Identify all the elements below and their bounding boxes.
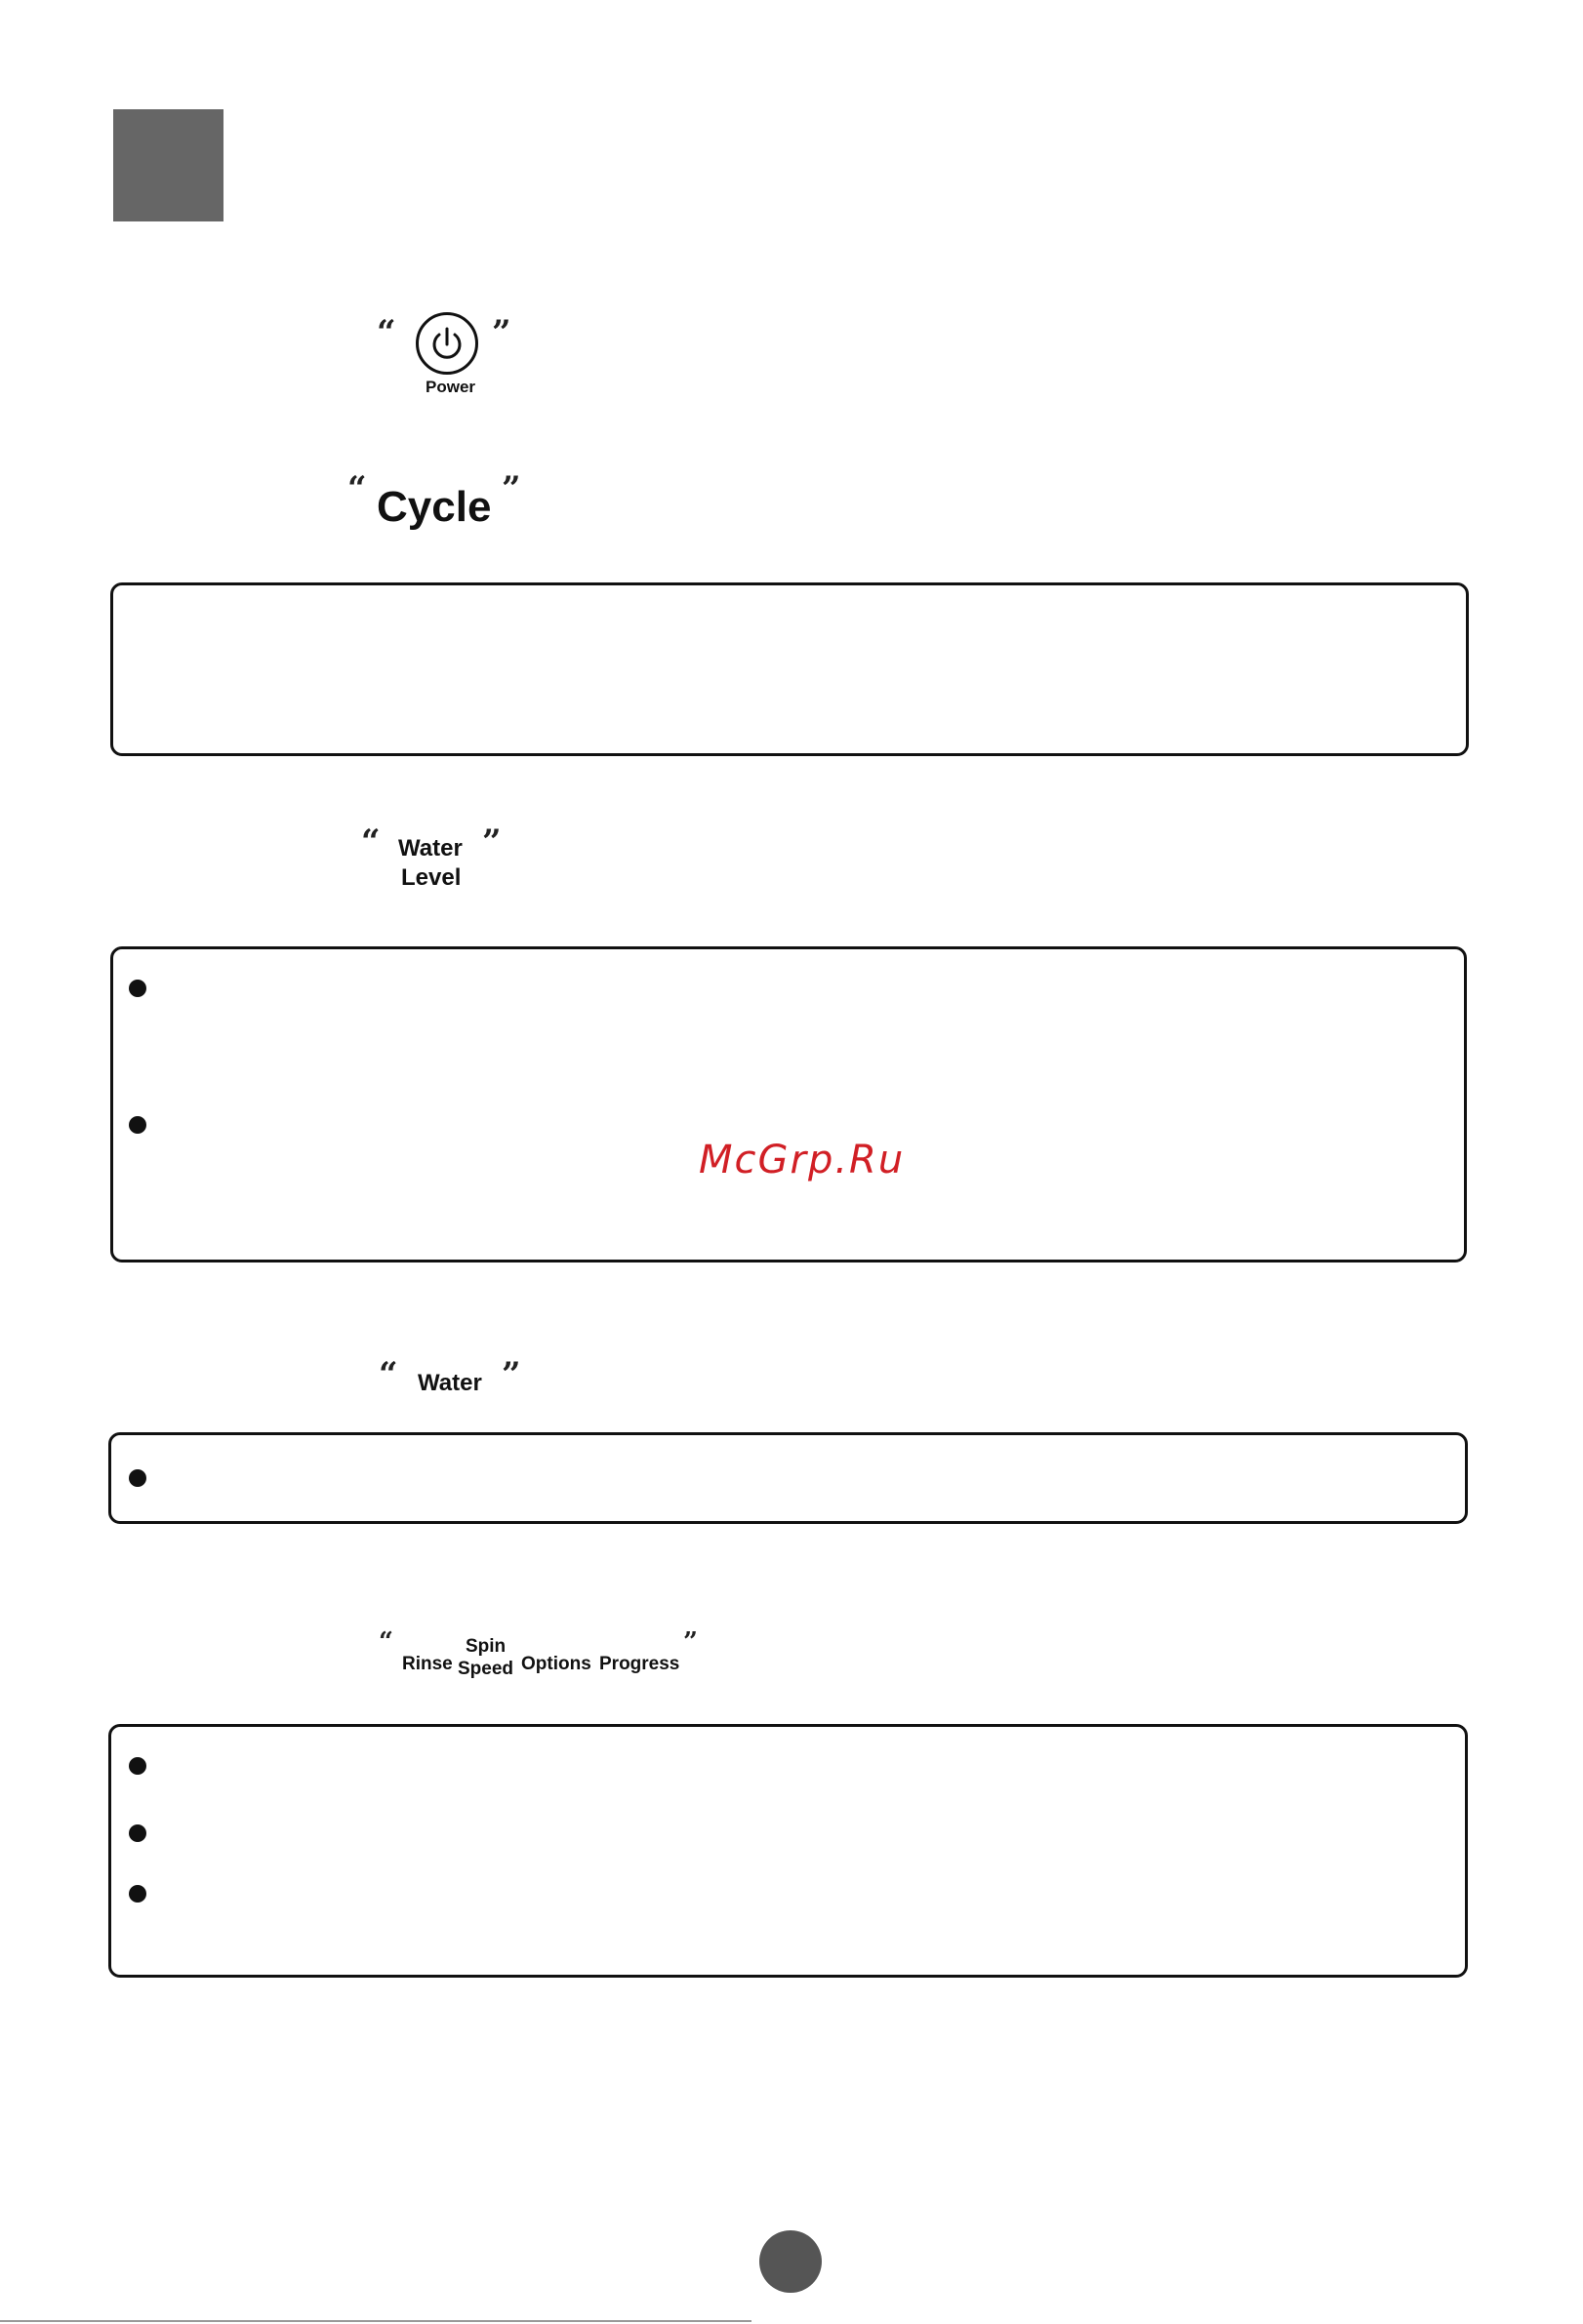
section-number-block [113, 109, 223, 221]
watermark-text: McGrp.Ru [699, 1138, 906, 1182]
close-quote: ” [502, 1355, 521, 1394]
open-quote: “ [379, 1355, 398, 1394]
power-caption: Power [426, 378, 476, 396]
spin-speed-label-line1: Spin [466, 1636, 507, 1657]
bullet [129, 1116, 146, 1134]
bottom-edge-line [0, 2320, 751, 2322]
spin-speed-label-line2: Speed [458, 1659, 514, 1679]
open-quote: “ [379, 1627, 393, 1657]
power-button-icon [416, 312, 478, 375]
page-number-circle [759, 2230, 822, 2293]
close-quote: ” [502, 469, 521, 508]
water-level-label-line2: Level [401, 864, 462, 891]
close-quote: ” [492, 313, 511, 352]
water-level-info-box [110, 946, 1467, 1262]
cycle-label: Cycle [377, 483, 492, 531]
open-quote: “ [377, 313, 396, 352]
bullet [129, 980, 146, 997]
bullet [129, 1885, 146, 1903]
options-label: Options [521, 1654, 591, 1674]
water-info-box [108, 1432, 1468, 1524]
bullet [129, 1757, 146, 1775]
rinse-label: Rinse [402, 1654, 453, 1674]
water-label: Water [418, 1370, 482, 1396]
cycle-info-box [110, 582, 1469, 756]
open-quote: “ [361, 822, 381, 861]
open-quote: “ [347, 469, 367, 508]
bullet [129, 1469, 146, 1487]
progress-label: Progress [599, 1654, 680, 1674]
indicators-info-box [108, 1724, 1468, 1978]
bullet [129, 1824, 146, 1842]
close-quote: ” [482, 822, 502, 861]
power-symbol-icon [419, 315, 475, 372]
water-level-label-line1: Water [398, 835, 463, 861]
close-quote: ” [683, 1627, 698, 1657]
